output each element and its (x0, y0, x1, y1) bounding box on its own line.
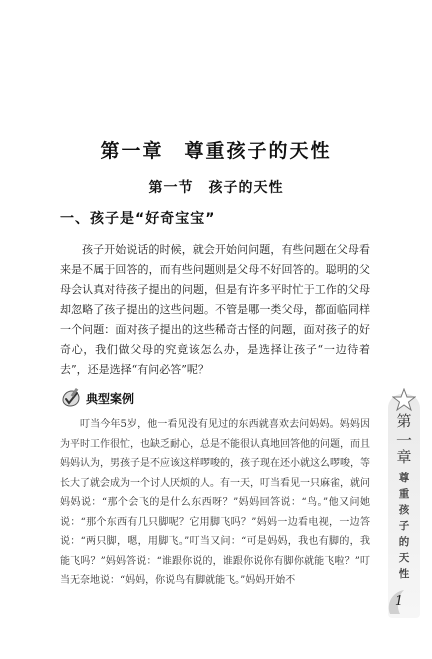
side-tab-vertical-title (386, 470, 422, 582)
body-paragraph: 孩子开始说话的时候，就会开始问问题，有些问题在父母看来是不属于回答的，而有些问题则是父母不好回答的。聪明的父母会认真对待孩子提出的问题，但是有许多平时忙于工作的父母却忽略了孩子提出的这些问题。不管是哪一类父母，都面临同样一个问题：面对孩子提出的这些稀奇古怪的问题，面对孩子的好奇心，我们做父母的究竟该怎么办，是选择让孩子“一边待着去”，还是选择“有问必答”呢？ (60, 243, 370, 376)
section-title: 第一节 孩子的天性 (148, 180, 284, 196)
page-number-badge (384, 586, 418, 620)
case-text (60, 415, 370, 591)
side-tab-char: 重 (398, 488, 410, 500)
body-text (60, 240, 370, 380)
case-label: 典型案例 (86, 391, 135, 406)
side-tab-mark-bottom: 章 (396, 448, 412, 466)
subsection-title: 一、孩子是“好奇宝宝” (60, 211, 216, 227)
chapter-side-tab (386, 388, 422, 618)
side-tab-char: 的 (398, 536, 410, 548)
side-tab-mark-mid: 一 (395, 431, 412, 450)
side-tab-char: 尊 (398, 472, 410, 484)
side-tab-char: 性 (398, 568, 410, 580)
case-header (60, 387, 134, 409)
page-number: 1 (394, 594, 404, 609)
side-tab-char: 天 (398, 552, 410, 564)
chapter-title: 第一章 尊重孩子的天性 (100, 140, 332, 162)
side-tab-mark-top: 第 (396, 412, 412, 430)
side-tab-char: 孩 (398, 504, 410, 516)
star-icon (392, 388, 416, 412)
case-paragraph: 叮当今年5岁，他一看见没有见过的东西就喜欢去问妈妈。妈妈因为平时工作很忙，也缺乏耐心，总是不能很认真地回答他的问题，而且妈妈认为，男孩子是不应该这样啰唆的，孩子现在还小就这么啰唆，等长大了就会成为一个讨人厌烦的人。有一天，叮当看见一只麻雀，就问妈妈说：“那个会飞的是什么东西呀？”妈妈回答说：“鸟。”他又问她说：“那个东西有几只脚呢？它用脚飞吗？”妈妈一边看电视，一边答说：“两只脚，嗯，用脚飞。”叮当又问：“可是妈妈，我也有脚的，我能飞吗？”妈妈答说：“谁跟你说的，谁跟你说你有脚你就能飞啦？”叮当无奈地说：“妈妈，你说鸟有脚就能飞。”妈妈开始不 (60, 419, 370, 586)
side-tab-char: 子 (398, 520, 410, 532)
pencil-check-icon (60, 387, 82, 409)
